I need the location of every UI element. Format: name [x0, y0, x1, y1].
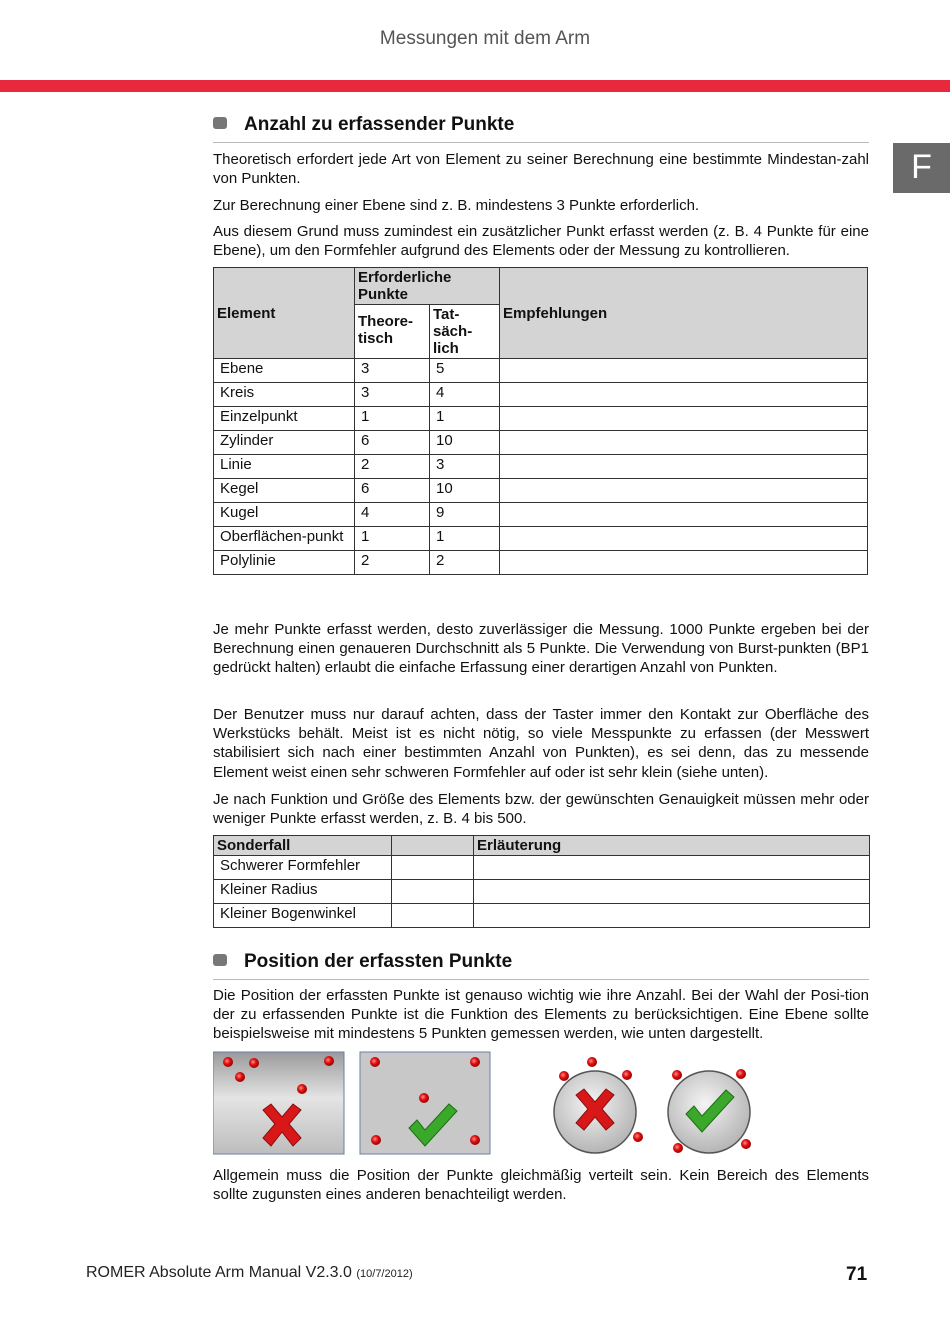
paragraph: Der Benutzer muss nur darauf achten, dass der Taster immer den Kontakt zur Oberfläche des Werkstücks behält. Meist ist es nicht nötig, so viele Messpunkte zu erfassen (der Messwert stabilisiert sich nach einer bestimmten Anzahl von Punkten), es sei denn, das zu messende Element weist einen sehr schweren Formfehler auf oder ist sehr klein (siehe unten). [213, 706, 869, 781]
table-cell-explanation [474, 904, 870, 928]
table-cell-theoretical: 2 [355, 551, 430, 575]
table-cell-actual: 1 [430, 407, 500, 431]
footer-date: (10/7/2012) [356, 1268, 413, 1280]
table-row [214, 407, 868, 431]
table-row [214, 551, 868, 575]
table-cell-element: Linie [214, 455, 355, 479]
table-row [214, 527, 868, 551]
chapter-tab: F [893, 143, 950, 193]
table-row [214, 383, 868, 407]
table-cell-theoretical: 4 [355, 503, 430, 527]
special-cases-table [213, 835, 870, 928]
measurement-point [559, 1071, 569, 1081]
measurement-point [371, 1135, 381, 1145]
table-cell-element: Ebene [214, 359, 355, 383]
table-cell-recommendation [500, 455, 868, 479]
table-cell-theoretical: 3 [355, 383, 430, 407]
table-cell-recommendation [500, 503, 868, 527]
table-row [214, 880, 870, 904]
section-heading-text: Position der erfassten Punkte [244, 951, 513, 972]
table-row [214, 503, 868, 527]
table-header-element: Element [214, 268, 355, 359]
measurement-point [633, 1132, 643, 1142]
table-cell-actual: 5 [430, 359, 500, 383]
table-cell-actual: 1 [430, 527, 500, 551]
table-cell-middle [392, 904, 474, 928]
table-header-required: Erforderliche Punkte [355, 268, 500, 305]
section-heading-point-count [213, 114, 869, 143]
table-header-theoretical: Theore-tisch [355, 305, 430, 359]
page-number: 71 [846, 1264, 868, 1285]
table-cell-theoretical: 6 [355, 479, 430, 503]
paragraph: Zur Berechnung einer Ebene sind z. B. mindestens 3 Punkte erforderlich. [213, 197, 700, 214]
table-cell-actual: 10 [430, 479, 500, 503]
table-row [214, 455, 868, 479]
table-header-actual: Tat-säch-lich [430, 305, 500, 359]
paragraph: Allgemein muss die Position der Punkte gleichmäßig verteilt sein. Kein Bereich des Elements sollte zugunsten eines anderen benachteiligt werden. [213, 1167, 869, 1204]
paragraph: Die Position der erfassten Punkte ist genauso wichtig wie ihre Anzahl. Bei der Wahl der Posi-tion der zu erfassenden Punkte ist die Funktion des Elements zu berücksichtigen. Eine Ebene sollte beispielsweise mit mindestens 5 Punkten gemessen werden, wie unten dargestellt. [213, 987, 869, 1043]
table-cell-middle [392, 856, 474, 880]
paragraph: Theoretisch erfordert jede Art von Element zu seiner Berechnung eine bestimmte Mindestan-zahl von Punkten. [213, 151, 869, 188]
paragraph: Je nach Funktion und Größe des Elements bzw. der gewünschten Genauigkeit müssen mehr oder weniger Punkte erfasst werden, z. B. 4 bis 500. [213, 791, 869, 828]
table-cell-element: Kegel [214, 479, 355, 503]
measurement-point [223, 1057, 233, 1067]
table-header-explanation: Erläuterung [474, 836, 870, 856]
table-header-recommendations: Empfehlungen [500, 268, 868, 359]
measurement-point [249, 1058, 259, 1068]
section-bullet-icon [213, 117, 227, 129]
measurement-point [470, 1135, 480, 1145]
table-cell-theoretical: 1 [355, 407, 430, 431]
table-cell-element: Polylinie [214, 551, 355, 575]
table-cell-recommendation [500, 479, 868, 503]
measurement-point [297, 1084, 307, 1094]
table-cell-element: Oberflächen-punkt [214, 527, 355, 551]
table-cell-theoretical: 3 [355, 359, 430, 383]
table-cell-case: Kleiner Radius [214, 880, 392, 904]
measurement-point [673, 1143, 683, 1153]
table-cell-element: Kugel [214, 503, 355, 527]
table-cell-recommendation [500, 407, 868, 431]
section-heading-text: Anzahl zu erfassender Punkte [244, 114, 515, 135]
table-cell-theoretical: 6 [355, 431, 430, 455]
table-cell-recommendation [500, 359, 868, 383]
header-rule [0, 80, 950, 92]
table-cell-actual: 4 [430, 383, 500, 407]
good-circle-figure [668, 1069, 751, 1153]
points-table [213, 267, 868, 575]
footer-manual-name: ROMER Absolute Arm Manual V2.3.0 [86, 1264, 352, 1281]
table-row [214, 479, 868, 503]
measurement-point [470, 1057, 480, 1067]
measurement-point [672, 1070, 682, 1080]
measurement-point [370, 1057, 380, 1067]
measurement-point [741, 1139, 751, 1149]
table-row [214, 856, 870, 880]
table-cell-explanation [474, 880, 870, 904]
footer-manual-title [86, 1264, 413, 1282]
section-heading-point-position [213, 951, 869, 980]
measurement-point [622, 1070, 632, 1080]
good-plane-figure [360, 1052, 490, 1154]
table-cell-middle [392, 880, 474, 904]
section-bullet-icon [213, 954, 227, 966]
table-cell-actual: 9 [430, 503, 500, 527]
running-header: Messungen mit dem Arm [379, 28, 591, 49]
table-cell-element: Kreis [214, 383, 355, 407]
table-cell-actual: 2 [430, 551, 500, 575]
bad-plane-figure [213, 1052, 344, 1154]
measurement-point [235, 1072, 245, 1082]
table-cell-theoretical: 2 [355, 455, 430, 479]
table-cell-element: Einzelpunkt [214, 407, 355, 431]
measurement-point [324, 1056, 334, 1066]
point-distribution-figures [213, 1050, 869, 1158]
paragraph: Aus diesem Grund muss zumindest ein zusätzlicher Punkt erfasst werden (z. B. 4 Punkte für eine Ebene), um den Formfehler aufgrund des Elements oder der Messung zu kontrollieren. [213, 223, 869, 260]
table-cell-element: Zylinder [214, 431, 355, 455]
table-row [214, 431, 868, 455]
table-row [214, 359, 868, 383]
paragraph: Je mehr Punkte erfasst werden, desto zuverlässiger die Messung. 1000 Punkte ergeben bei der Berechnung einen genaueren Durchschnitt als 5 Punkte. Die Verwendung von Burst-punkten (BP1 gedrückt halten) erlaubt die einfache Erfassung einer derartigen Anzahl von Punkten. [213, 621, 869, 677]
measurement-point [587, 1057, 597, 1067]
table-cell-explanation [474, 856, 870, 880]
table-row [214, 904, 870, 928]
table-header-blank [392, 836, 474, 856]
table-cell-recommendation [500, 383, 868, 407]
measurement-point [736, 1069, 746, 1079]
figures-svg [213, 1050, 869, 1158]
table-cell-theoretical: 1 [355, 527, 430, 551]
table-cell-case: Schwerer Formfehler [214, 856, 392, 880]
measurement-point [419, 1093, 429, 1103]
table-cell-recommendation [500, 431, 868, 455]
table-cell-case: Kleiner Bogenwinkel [214, 904, 392, 928]
table-cell-recommendation [500, 551, 868, 575]
table-cell-actual: 10 [430, 431, 500, 455]
table-cell-actual: 3 [430, 455, 500, 479]
bad-circle-figure [554, 1057, 643, 1153]
table-header-case: Sonderfall [214, 836, 392, 856]
table-cell-recommendation [500, 527, 868, 551]
